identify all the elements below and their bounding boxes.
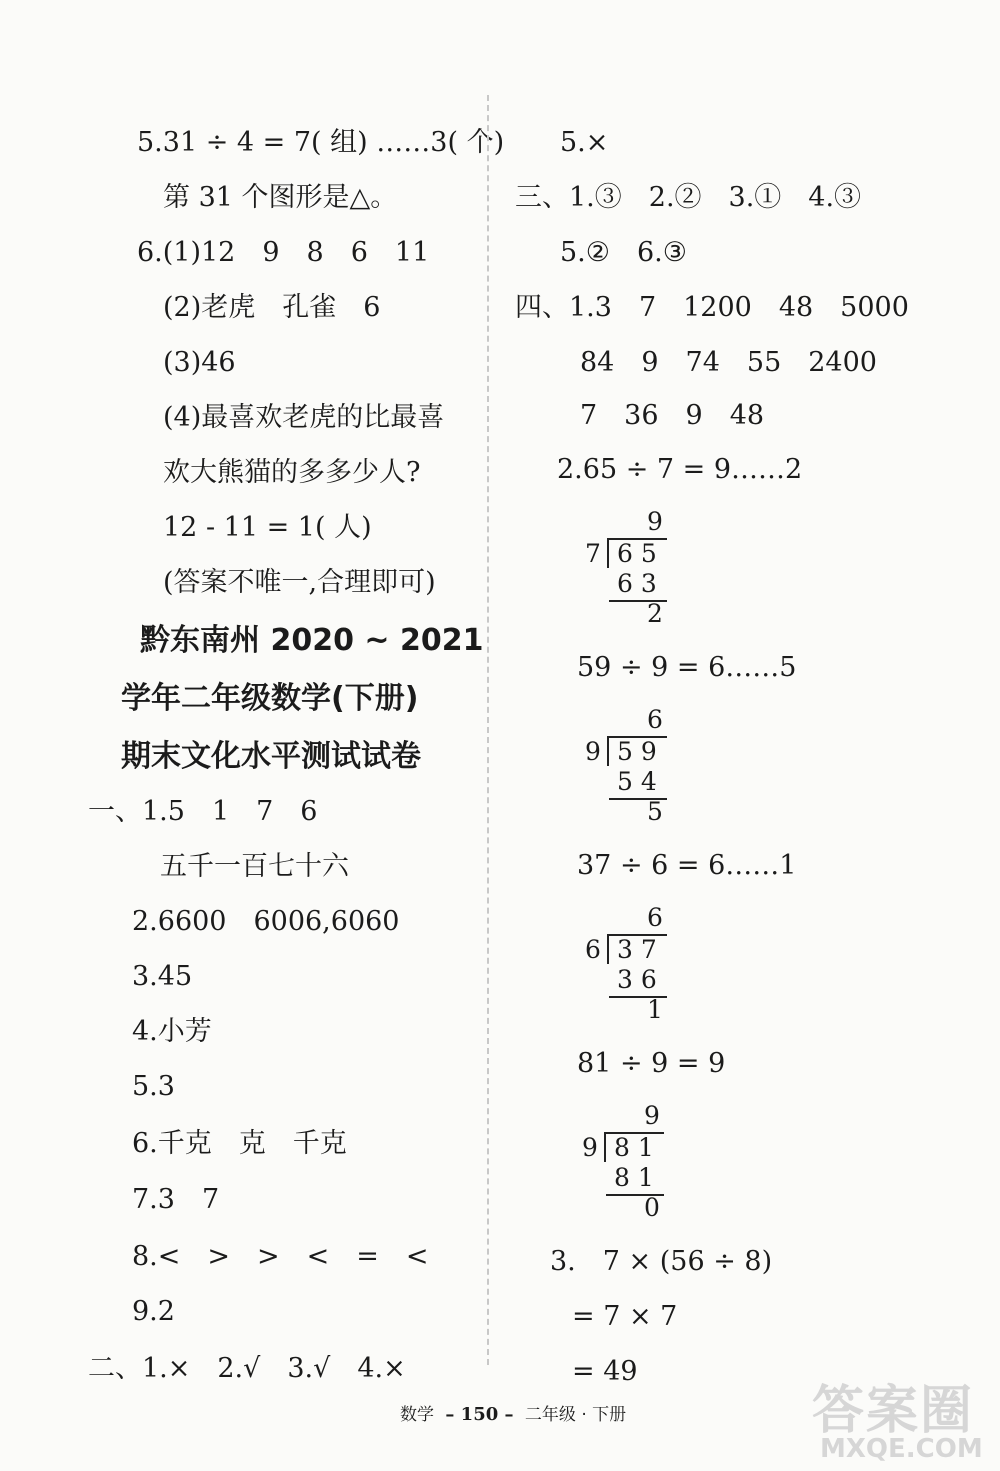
- ld-quotient: 9: [647, 507, 663, 536]
- long-division-1: [585, 508, 685, 628]
- exam-title-line2: 学年二年级数学(下册): [121, 681, 419, 716]
- section-3-row1: 三、1.③ 2.② 3.① 4.③: [515, 182, 862, 213]
- ld-product: 8 1: [614, 1163, 654, 1192]
- section-1-q8: 8.< > > < = <: [132, 1241, 429, 1272]
- watermark-url: MXQE.COM: [820, 1434, 983, 1464]
- section-4-q1-row1: 四、1.3 7 1200 48 5000: [515, 292, 909, 323]
- section-1-q7: 7.3 7: [132, 1184, 220, 1215]
- section-1-q5: 5.3: [132, 1071, 175, 1102]
- section-4-q2-eq3: 37 ÷ 6 = 6……1: [577, 850, 797, 881]
- section-4-q3-expr: 3. 7 × (56 ÷ 8): [550, 1246, 773, 1277]
- section-1-q1-words: 五千一百七十六: [160, 851, 349, 882]
- section-1-q1: 一、1.5 1 7 6: [88, 796, 318, 827]
- answer-6-1: 6.(1)12 9 8 6 11: [137, 237, 430, 268]
- ld-dividend: 3 7: [617, 935, 657, 964]
- ld-dividend: 5 9: [617, 737, 657, 766]
- long-division-2: [585, 706, 685, 826]
- section-1-q2: 2.6600 6006,6060: [132, 906, 400, 937]
- exam-title-line1: 黔东南州 2020 ~ 2021: [140, 623, 484, 658]
- ld-quotient: 9: [644, 1101, 660, 1130]
- ld-remainder: 1: [647, 995, 663, 1024]
- section-4-q2-eq2: 59 ÷ 9 = 6……5: [577, 652, 797, 683]
- section-4-q1-row2: 84 9 74 55 2400: [580, 347, 877, 378]
- ld-quotient: 6: [647, 705, 663, 734]
- answer-6-3: (3)46: [163, 347, 236, 378]
- long-division-4: [582, 1102, 682, 1222]
- section-4-q2-eq1: 2.65 ÷ 7 = 9……2: [557, 454, 803, 485]
- ld-quotient: 6: [647, 903, 663, 932]
- ld-dividend: 8 1: [614, 1133, 654, 1162]
- section-3-row2: 5.② 6.③: [560, 237, 687, 268]
- answer-5-detail: 第 31 个图形是△。: [163, 182, 398, 213]
- answer-r-5: 5.×: [560, 127, 609, 158]
- answer-6-4-calc: 12 - 11 = 1( 人): [163, 512, 372, 543]
- ld-divisor: 7: [585, 539, 601, 568]
- ld-product: 3 6: [617, 965, 657, 994]
- column-divider: [487, 95, 489, 1365]
- answer-note: (答案不唯一,合理即可): [163, 567, 436, 598]
- section-4-q3-result: = 49: [572, 1356, 638, 1387]
- ld-divisor: 9: [582, 1133, 598, 1162]
- ld-product: 6 3: [617, 569, 657, 598]
- watermark-text: 答案圈: [812, 1381, 975, 1441]
- footer-grade: 二年级 · 下册: [524, 1405, 627, 1425]
- section-4-q3-step: = 7 × 7: [572, 1301, 678, 1332]
- ld-remainder: 5: [647, 797, 663, 826]
- section-1-q6: 6.千克 克 千克: [132, 1128, 347, 1159]
- answer-6-2: (2)老虎 孔雀 6: [163, 292, 381, 323]
- ld-remainder: 0: [644, 1193, 660, 1222]
- section-1-q9: 9.2: [132, 1296, 175, 1327]
- section-1-q4: 4.小芳: [132, 1016, 212, 1047]
- footer-subject: 数学: [400, 1405, 434, 1425]
- section-2: 二、1.× 2.√ 3.√ 4.×: [88, 1353, 406, 1384]
- page-number: – 150 –: [445, 1404, 514, 1425]
- section-4-q2-eq4: 81 ÷ 9 = 9: [577, 1048, 726, 1079]
- section-4-q1-row3: 7 36 9 48: [580, 400, 765, 431]
- answer-5: 5.31 ÷ 4 = 7( 组) ……3( 个): [137, 127, 505, 158]
- exam-title-line3: 期末文化水平测试试卷: [121, 739, 421, 774]
- ld-divisor: 6: [585, 935, 601, 964]
- long-division-3: [585, 904, 685, 1024]
- watermark-logo: [800, 1368, 990, 1466]
- ld-remainder: 2: [647, 599, 663, 628]
- ld-divisor: 9: [585, 737, 601, 766]
- section-1-q3: 3.45: [132, 961, 193, 992]
- ld-product: 5 4: [617, 767, 657, 796]
- page-footer: [400, 1400, 626, 1425]
- ld-dividend: 6 5: [617, 539, 657, 568]
- answer-6-4: (4)最喜欢老虎的比最喜: [163, 402, 445, 433]
- answer-6-4-cont: 欢大熊猫的多多少人?: [163, 457, 421, 488]
